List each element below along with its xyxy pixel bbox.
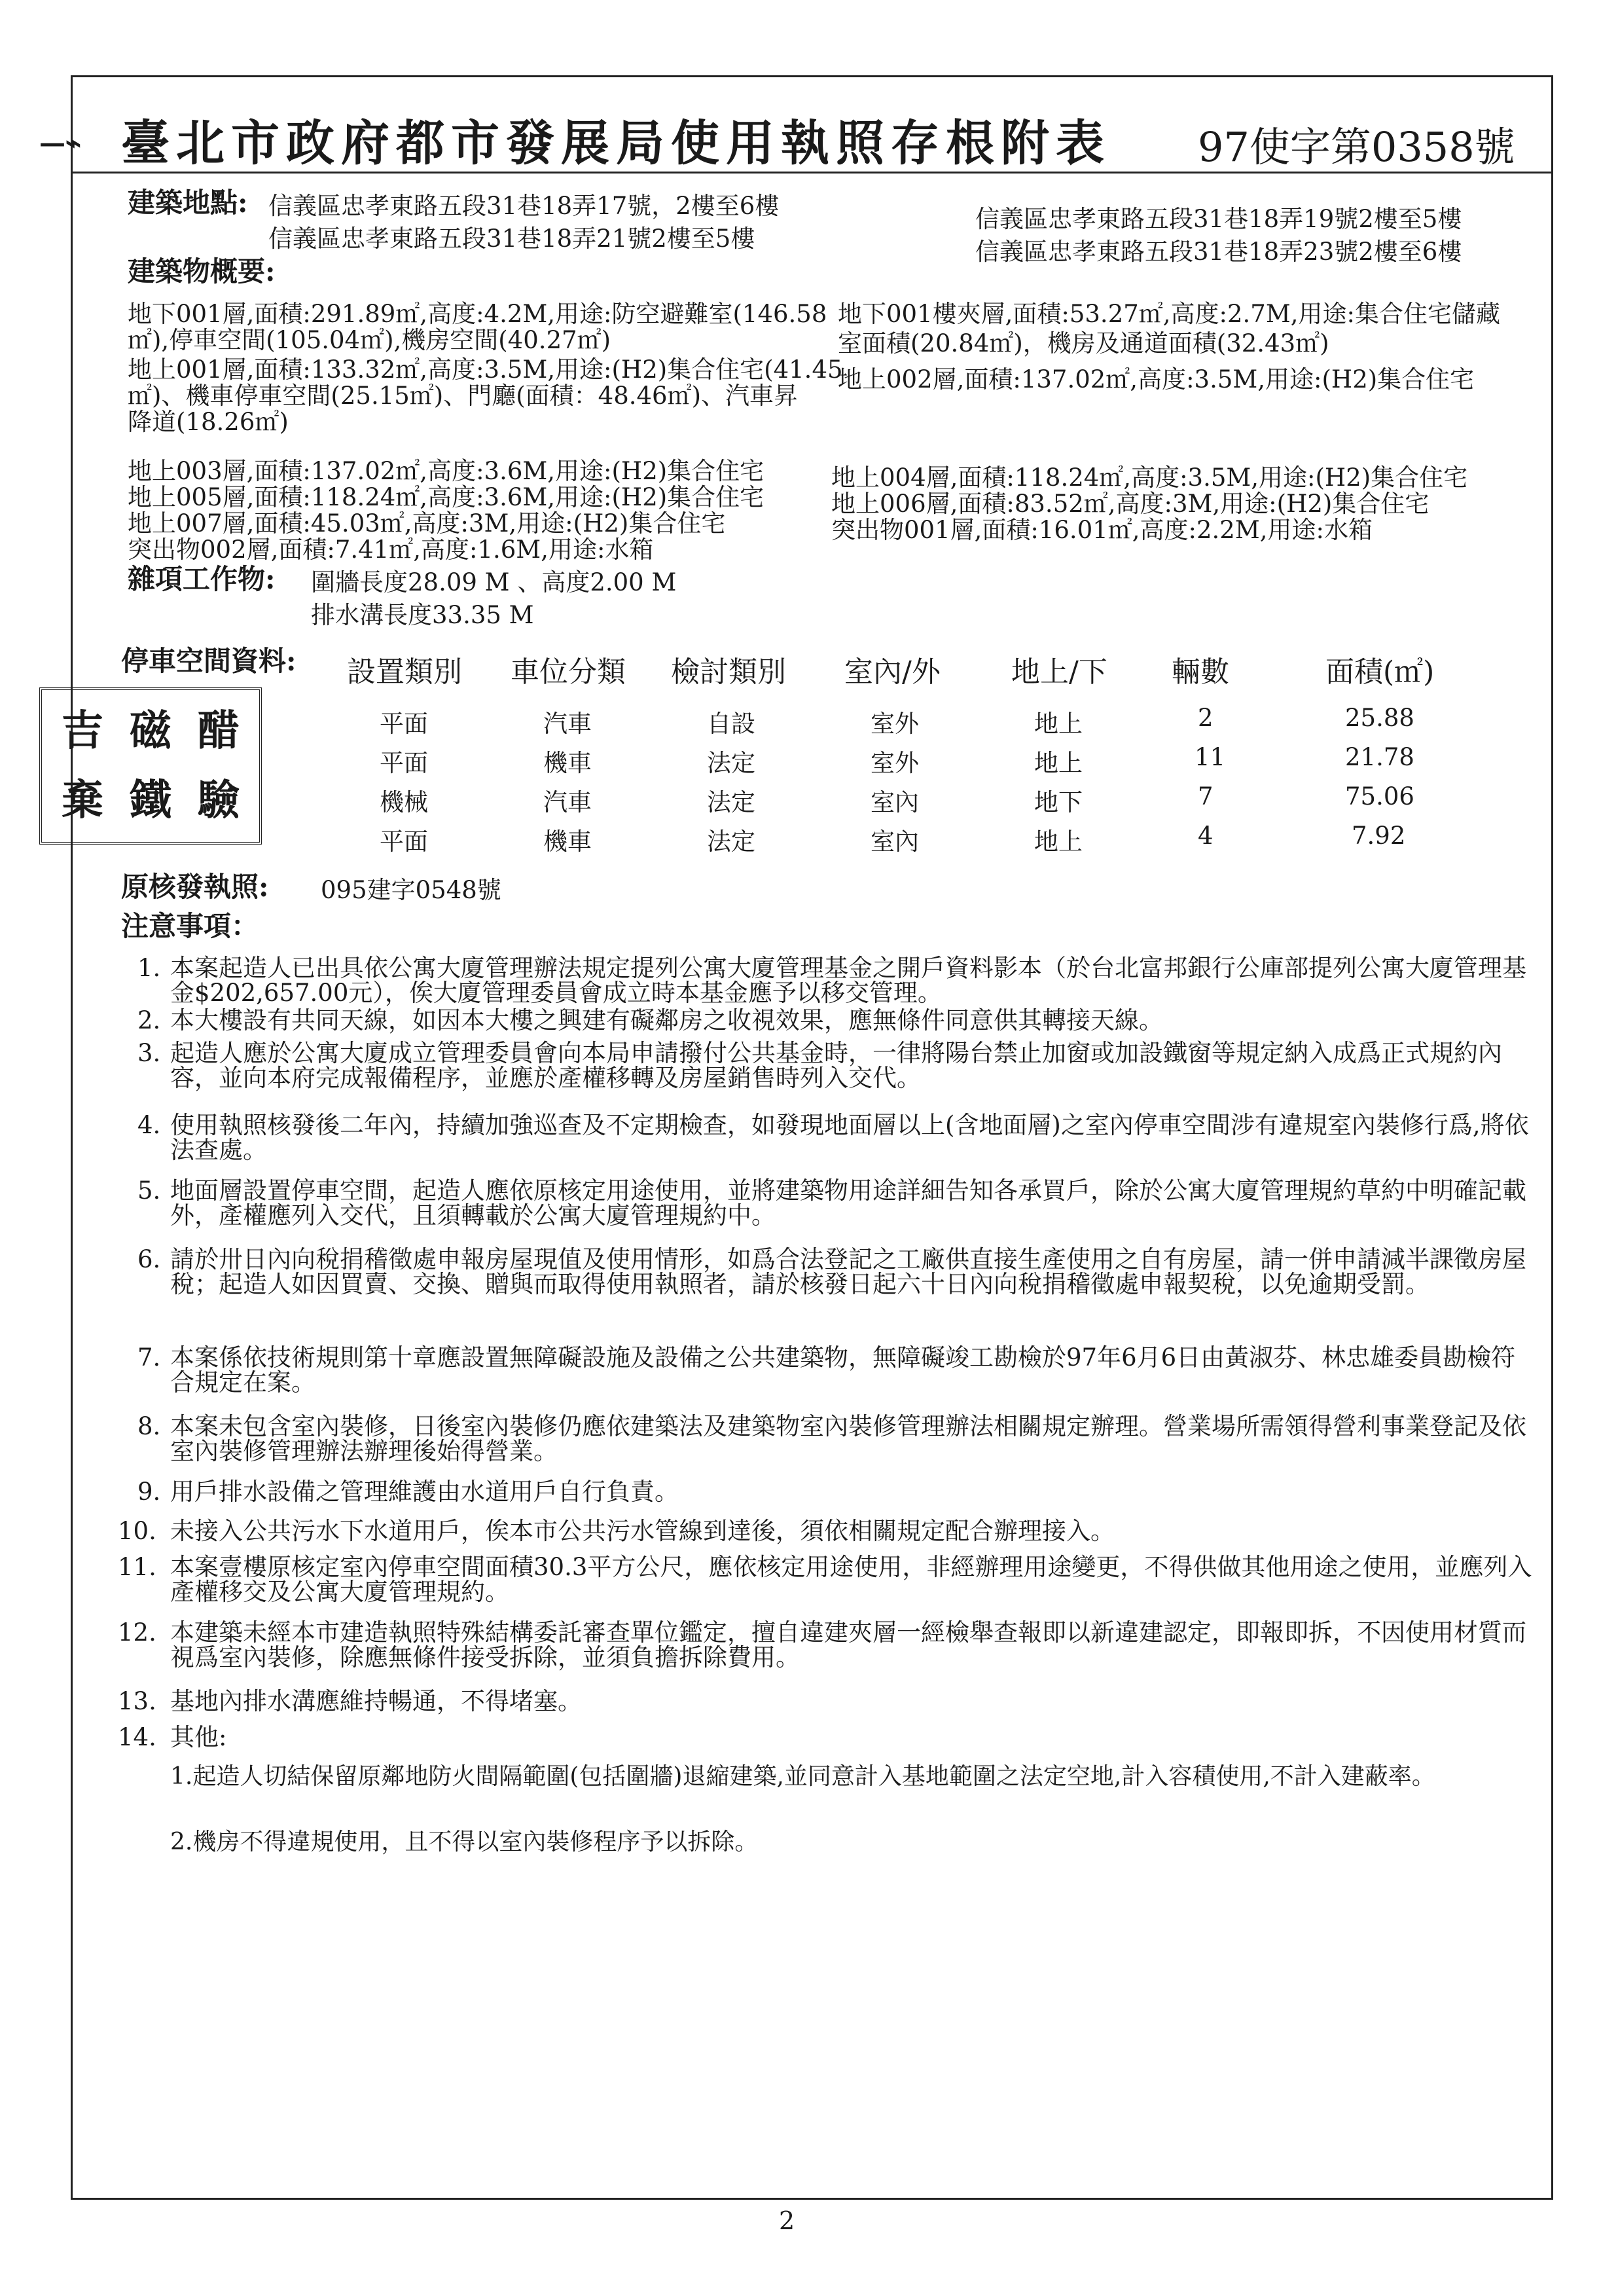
parking-cell: 4 [1198,822,1214,850]
parking-cell: 75.06 [1345,782,1414,811]
note-item [118,1008,1538,1033]
note-text: 使用執照核發後二年內，持續加強巡查及不定期檢查，如發現地面層以上(含地面層)之室內停車空間涉有違規室內裝修行爲,將依法查處。 [170,1111,1529,1164]
note-item [118,1041,1538,1091]
note-item [118,1689,1538,1714]
note-number: 7. [137,1343,161,1372]
note-text: 基地內排水溝應維持暢通，不得堵塞。 [170,1687,582,1715]
parking-cell: 地上 [1034,749,1083,777]
permit-number: 97使字第0358號 [1198,123,1515,171]
parking-header: 輛數 [1172,655,1229,689]
note-text: 起造人應於公寓大廈成立管理委員會向本局申請撥付公共基金時，一律將陽台禁止加窗或加設鐵窗等規定納入成爲正式規約內容，並向本府完成報備程序，並應於產權移轉及房屋銷售時列入交代。 [170,1039,1502,1092]
parking-cell: 地上 [1034,828,1083,856]
note-number: 2. [137,1006,161,1034]
note-subitem-text: 2.機房不得違規使用，且不得以室內裝修程序予以拆除。 [170,1829,759,1855]
note-number: 14. [118,1723,156,1751]
site-label: 建築地點: [128,187,248,219]
note-text: 其他: [170,1723,227,1751]
note-text: 請於卅日內向稅捐稽徵處申報房屋現值及使用情形，如爲合法登記之工廠供直接生產使用之自有房屋，請一併申請減半課徵房屋稅；起造人如因買賣、交換、贈與而取得使用執照者，請於核發日起六十日內向稅捐稽徵處申報契稅，以免逾期受罰。 [170,1245,1526,1298]
site-address: 信義區忠孝東路五段31巷18弄17號，2樓至6樓 [268,192,780,220]
note-text: 本案未包含室內裝修，日後室內裝修仍應依建築法及建築物室內裝修管理辦法相關規定辦理。營業場所需領得營利事業登記及依室內裝修管理辦法辦理後始得營業。 [170,1412,1526,1465]
note-number: 8. [137,1412,161,1440]
note-number: 3. [137,1039,161,1067]
parking-cell: 平面 [380,749,428,777]
overview-line: 降道(18.26㎡) [128,408,289,436]
parking-label: 停車空間資料: [121,645,297,677]
site-address: 信義區忠孝東路五段31巷18弄19號2樓至5樓 [975,205,1462,233]
note-number: 1. [137,954,161,982]
overview-line: 地下001層,面積:291.89㎡,高度:4.2M,用途:防空避難室(146.58 [128,300,827,328]
parking-cell: 室外 [871,710,919,738]
parking-cell: 法定 [707,749,755,777]
parking-cell: 法定 [707,788,755,816]
parking-cell: 25.88 [1345,704,1414,732]
overview-line: 地上006層,面積:83.52㎡,高度:3M,用途:(H2)集合住宅 [831,490,1429,518]
note-text: 本建築未經本市建造執照特殊結構委託審查單位鑑定，擅自違建夾層一經檢舉查報即以新違建認定，即報即拆，不因使用材質而視爲室內裝修，除應無條件接受拆除，並須負擔拆除費用。 [170,1618,1526,1671]
parking-header: 檢討類別 [671,655,786,689]
note-number: 6. [137,1245,161,1273]
parking-cell: 汽車 [543,788,592,816]
parking-cell: 平面 [380,710,428,738]
page-number: 2 [779,2206,795,2235]
parking-cell: 自設 [707,710,755,738]
overview-line: 地上004層,面積:118.24㎡,高度:3.5M,用途:(H2)集合住宅 [831,464,1468,492]
parking-header: 地上/下 [1011,655,1107,689]
note-number: 13. [118,1687,156,1715]
original-license-label: 原核發執照: [121,871,269,903]
note-number: 11. [118,1553,156,1581]
original-license-value: 095建字0548號 [321,876,501,904]
parking-cell: 7.92 [1352,822,1406,850]
site-address: 信義區忠孝東路五段31巷18弄23號2樓至6樓 [975,238,1462,266]
seal-char: 棄 [62,776,103,825]
overview-line: ㎡),停車空間(105.04㎡),機房空間(40.27㎡) [128,326,611,354]
note-item [118,1555,1538,1605]
note-text: 本案起造人已出具依公寓大廈管理辦法規定提列公寓大廈管理基金之開戶資料影本（於台北富邦銀行公庫部提列公寓大廈管理基金$202,657.00元），俟大廈管理委員會成立時本基金應予以移交管理。 [170,954,1526,1007]
note-number: 10. [118,1517,156,1545]
parking-cell: 11 [1195,743,1226,771]
parking-cell: 7 [1198,782,1214,811]
parking-cell: 室內 [871,788,919,816]
parking-header-row [0,645,1618,689]
note-number: 4. [137,1111,161,1139]
seal-char: 醋 [198,706,240,756]
seal-char: 吉 [62,706,103,756]
margin-mark: —⌁ [39,128,82,158]
parking-cell: 機械 [380,788,428,816]
note-item [118,1414,1538,1464]
overview-line: 地上005層,面積:118.24㎡,高度:3.6M,用途:(H2)集合住宅 [128,483,764,511]
note-text: 本大樓設有共同天線，如因本大樓之興建有礙鄰房之收視效果，應無條件同意供其轉接天線。 [170,1006,1163,1034]
note-number: 5. [137,1176,161,1205]
parking-header: 車位分類 [511,655,626,689]
seal-char: 驗 [198,776,240,825]
misc-item: 排水溝長度33.35 M [311,601,534,629]
note-subitem-text: 1.起造人切結保留原鄰地防火間隔範圍(包括圍牆)退縮建築,並同意計入基地範圍之法定空地,計入容積使用,不計入建蔽率。 [170,1763,1435,1790]
note-item [118,1113,1538,1163]
parking-cell: 機車 [543,749,592,777]
overview-line: 地上003層,面積:137.02㎡,高度:3.6M,用途:(H2)集合住宅 [128,457,764,485]
note-text: 用戶排水設備之管理維護由水道用戶自行負責。 [170,1478,679,1506]
overview-line: 地上002層,面積:137.02㎡,高度:3.5M,用途:(H2)集合住宅 [838,365,1475,393]
overview-line: 地上007層,面積:45.03㎡,高度:3M,用途:(H2)集合住宅 [128,509,726,538]
note-text: 本案壹樓原核定室內停車空間面積30.3平方公尺，應依核定用途使用，非經辦理用途變更，不得供做其他用途之使用，並應列入產權移交及公寓大廈管理規約。 [170,1553,1532,1606]
note-item [118,1725,1538,1750]
note-text: 本案係依技術規則第十章應設置無障礙設施及設備之公共建築物，無障礙竣工勘檢於97年6月6日由黃淑芬、林忠雄委員勘檢符合規定在案。 [170,1343,1516,1396]
parking-header: 室內/外 [844,655,941,689]
note-subitem [170,1830,1538,1855]
official-seal [39,687,262,845]
note-item [118,1178,1538,1228]
note-item [118,956,1538,1006]
note-number: 12. [118,1618,156,1647]
parking-cell: 2 [1198,704,1214,732]
parking-cell: 汽車 [543,710,592,738]
parking-cell: 室外 [871,749,919,777]
seal-char: 磁 [130,706,171,756]
notes-label: 注意事項： [121,910,259,942]
page-title: 臺北市政府都市發展局使用執照存根附表 [121,115,1111,172]
parking-cell: 地上 [1034,710,1083,738]
overview-line: 地下001樓夾層,面積:53.27㎡,高度:2.7M,用途:集合住宅儲藏 [838,300,1500,328]
note-item [118,1247,1538,1297]
overview-label: 建築物概要: [128,255,276,287]
note-text: 地面層設置停車空間，起造人應依原核定用途使用，並將建築物用途詳細告知各承買戶，除於公寓大廈管理規約草約中明確記載外，產權應列入交代，且須轉載於公寓大廈管理規約中。 [170,1176,1526,1230]
note-item [118,1345,1538,1395]
site-address: 信義區忠孝東路五段31巷18弄21號2樓至5樓 [268,225,755,253]
note-item [118,1480,1538,1504]
parking-header: 設置類別 [347,655,462,689]
note-number: 9. [137,1478,161,1506]
parking-cell: 21.78 [1345,743,1414,771]
note-text: 未接入公共污水下水道用戶，俟本市公共污水管線到達後，須依相關規定配合辦理接入。 [170,1517,1115,1545]
overview-line: ㎡)、機車停車空間(25.15㎡)、門廳(面積：48.46㎡)、汽車昇 [128,382,799,410]
overview-line: 突出物002層,面積:7.41㎡,高度:1.6M,用途:水箱 [128,536,654,564]
parking-cell: 法定 [707,828,755,856]
misc-label: 雜項工作物: [128,563,276,595]
overview-line: 突出物001層,面積:16.01㎡,高度:2.2M,用途:水箱 [831,516,1373,544]
note-subitem [170,1764,1538,1789]
parking-cell: 平面 [380,828,428,856]
overview-line: 室面積(20.84㎡)，機房及通道面積(32.43㎡) [838,329,1329,357]
parking-cell: 機車 [543,828,592,856]
parking-cell: 地下 [1034,788,1083,816]
note-item [118,1519,1538,1544]
misc-item: 圍牆長度28.09 M 、高度2.00 M [311,568,677,596]
seal-char: 鐵 [130,776,171,825]
parking-cell: 室內 [871,828,919,856]
note-item [118,1620,1538,1670]
parking-header: 面積(㎡) [1325,655,1435,689]
overview-line: 地上001層,面積:133.32㎡,高度:3.5M,用途:(H2)集合住宅(41.45 [128,355,843,384]
